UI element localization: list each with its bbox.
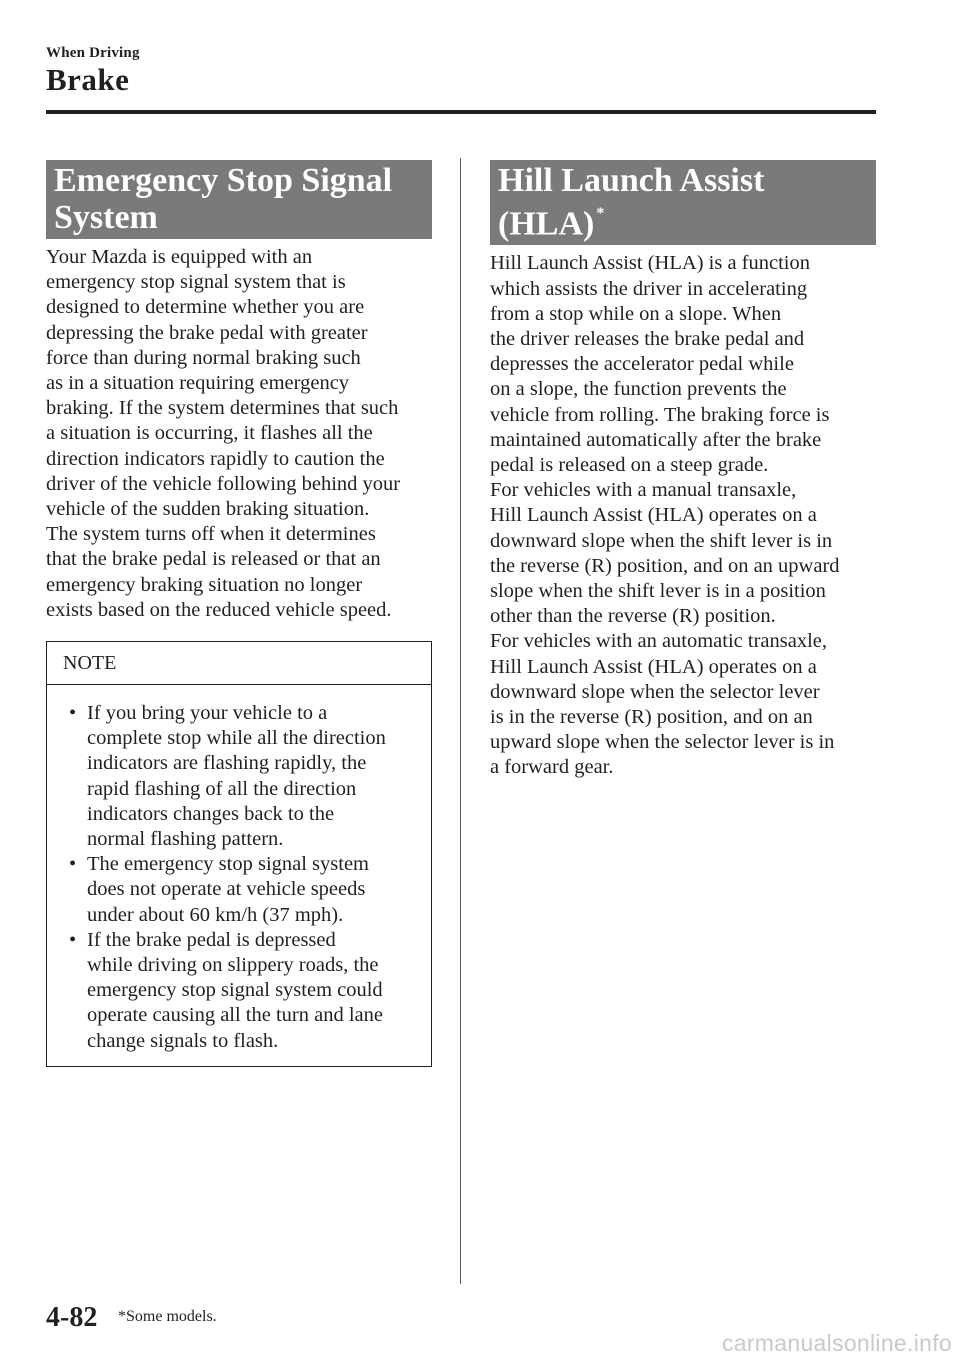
hla-heading-text: Hill Launch Assist (HLA): [498, 162, 765, 243]
note-title: NOTE: [47, 642, 431, 685]
note-item-text: The emergency stop signal system does not operate at vehicle speeds under about 60 km/h (37 mph).: [87, 853, 370, 926]
note-item: [63, 928, 419, 1054]
note-box: [46, 641, 432, 1067]
bullet-icon: •: [69, 928, 77, 951]
page-number: 4-82: [46, 1302, 98, 1333]
header-rule: [46, 110, 876, 114]
hla-body: Hill Launch Assist (HLA) is a function which assists the driver in accelerating from a stop while on a slope. When the driver releases the brake pedal and depresses the accelerator pedal while on a slope, the function prevents the vehicle from rolling. The braking force is maintained automatically after the brake pedal is released on a steep grade. For vehicles with a manual transaxle, Hill Launch Assist (HLA) operates on a downward slope when the shift lever is in the reverse (R) position, and on an upward slope when the shift lever is in a position other than the reverse (R) position. For vehicles with an automatic transaxle, Hill Launch Assist (HLA) operates on a downward slope when the selector lever is in the reverse (R) position, and on an upward slope when the selector lever is in a forward gear.: [490, 252, 840, 779]
note-list: [47, 685, 431, 1066]
note-item-text: If you bring your vehicle to a complete stop while all the direction indicators are flashing rapidly, the rapid flashing of all the direction indicators changes back to the normal flashing pattern.: [87, 702, 386, 851]
emergency-stop-body: Your Mazda is equipped with an emergency stop signal system that is designed to determine whether you are depressing the brake pedal with greater force than during normal braking such as in a situation requiring emergency braking. If the system determines that such a situation is occurring, it flashes all the direction indicators rapidly to caution the driver of the vehicle following behind your vehicle of the sudden braking situation. The system turns off when it determines that the brake pedal is released or that an emergency braking situation no longer exists based on the reduced vehicle speed.: [46, 246, 401, 621]
footnote-mark: *: [596, 205, 605, 222]
note-item-text: If the brake pedal is depressed while driving on slippery roads, the emergency stop signal system could operate causing all the turn and lane change signals to flash.: [87, 928, 383, 1052]
section-label: When Driving: [46, 45, 140, 61]
watermark: carmanualsonline.info: [721, 1330, 952, 1356]
emergency-stop-heading-text: Emergency Stop Signal System: [54, 162, 393, 236]
left-column: [46, 160, 432, 1067]
column-divider: [460, 158, 461, 1284]
right-column: [490, 160, 876, 781]
bullet-icon: •: [69, 853, 77, 876]
chapter-title: Brake: [46, 62, 130, 97]
bullet-icon: •: [69, 702, 77, 725]
note-item: [63, 852, 419, 928]
note-item: [63, 701, 419, 852]
hla-heading: [490, 160, 876, 245]
footnote: *Some models.: [118, 1308, 217, 1325]
emergency-stop-heading: [46, 160, 432, 239]
